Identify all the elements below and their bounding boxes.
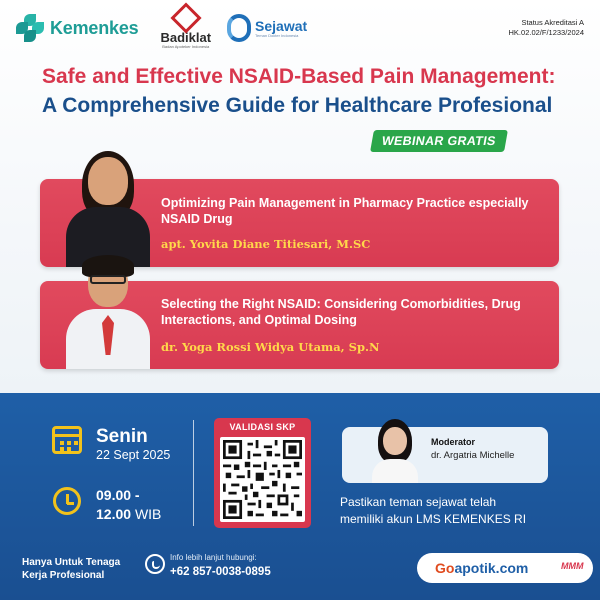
badiklat-mark-icon bbox=[170, 2, 201, 33]
speaker-name: dr. Yoga Rossi Widya Utama, Sp.N bbox=[161, 340, 380, 354]
lms-note bbox=[340, 494, 526, 528]
kemenkes-name: Kemenkes bbox=[50, 17, 139, 38]
lms-note-line-1: Pastikan teman sejawat telah bbox=[340, 495, 497, 509]
badiklat-name: Badiklat bbox=[160, 30, 212, 45]
sejawat-name: Sejawat bbox=[255, 17, 308, 34]
qr-code[interactable] bbox=[220, 437, 305, 522]
audience-note bbox=[22, 556, 120, 582]
time-end: 12.00 bbox=[96, 506, 132, 522]
session-topic: Selecting the Right NSAID: Considering Comorbidities, Drug Interactions, and Optimal Dosing bbox=[161, 297, 521, 327]
contact-info-label: Info lebih lanjut hubungi: bbox=[170, 553, 257, 562]
skp-label: VALIDASI SKP bbox=[229, 422, 296, 432]
event-title-red: Safe and Effective NSAID-Based Pain Management: bbox=[42, 65, 556, 88]
skp-validation-box bbox=[214, 418, 311, 528]
event-time bbox=[96, 486, 161, 524]
moderator-name: dr. Argatria Michelle bbox=[431, 450, 515, 461]
session-card-1 bbox=[40, 179, 559, 267]
audience-line-1: Hanya Untuk Tenaga bbox=[22, 557, 121, 568]
badiklat-logo bbox=[160, 7, 211, 49]
session-topic: Optimizing Pain Management in Pharmacy Practice especially NSAID Drug bbox=[161, 196, 529, 226]
event-title bbox=[42, 62, 562, 120]
calendar-icon bbox=[52, 426, 82, 454]
webinar-badge: WEBINAR GRATIS bbox=[370, 130, 508, 152]
moderator-title: Moderator bbox=[431, 437, 476, 447]
partner-logo: MMM bbox=[561, 561, 584, 571]
sejawat-subtitle: Teman Dokter Indonesia bbox=[255, 32, 299, 38]
divider bbox=[193, 420, 194, 526]
goapotik-brand[interactable] bbox=[417, 553, 593, 583]
accreditation-line-2: HK.02.02/F/1233/2024 bbox=[508, 28, 584, 37]
badiklat-subtitle: Badan Apoteker Indonesia bbox=[162, 44, 210, 49]
speaker-name: apt. Yovita Diane Titiesari, M.SC bbox=[161, 237, 371, 251]
logo-bar bbox=[16, 10, 308, 49]
kemenkes-mark-icon bbox=[16, 14, 44, 42]
event-title-blue: A Comprehensive Guide for Healthcare Profesional bbox=[42, 94, 553, 117]
event-date: 22 Sept 2025 bbox=[96, 448, 171, 462]
audience-line-2: Kerja Profesional bbox=[22, 570, 105, 581]
sejawat-logo bbox=[227, 14, 307, 42]
clock-icon bbox=[53, 487, 81, 515]
moderator-card bbox=[342, 427, 548, 483]
whatsapp-icon[interactable] bbox=[145, 554, 165, 574]
goapotik-logo: Goapotik.com bbox=[435, 560, 529, 576]
speaker-photo bbox=[66, 157, 150, 267]
accreditation-line-1: Status Akreditasi A bbox=[521, 18, 584, 27]
kemenkes-logo bbox=[16, 14, 138, 42]
speaker-photo bbox=[66, 259, 150, 369]
event-day: Senin bbox=[96, 426, 148, 447]
qr-code-pattern bbox=[223, 440, 302, 519]
contact-phone[interactable]: +62 857-0038-0895 bbox=[170, 566, 271, 578]
sejawat-mark-icon bbox=[227, 14, 251, 42]
accreditation-status bbox=[509, 18, 584, 38]
session-card-2 bbox=[40, 281, 559, 369]
timezone: WIB bbox=[134, 506, 162, 522]
time-start: 09.00 - bbox=[96, 487, 140, 503]
lms-note-line-2: memiliki akun LMS KEMENKES RI bbox=[340, 512, 527, 526]
details-section bbox=[0, 393, 600, 600]
moderator-photo bbox=[372, 419, 418, 483]
